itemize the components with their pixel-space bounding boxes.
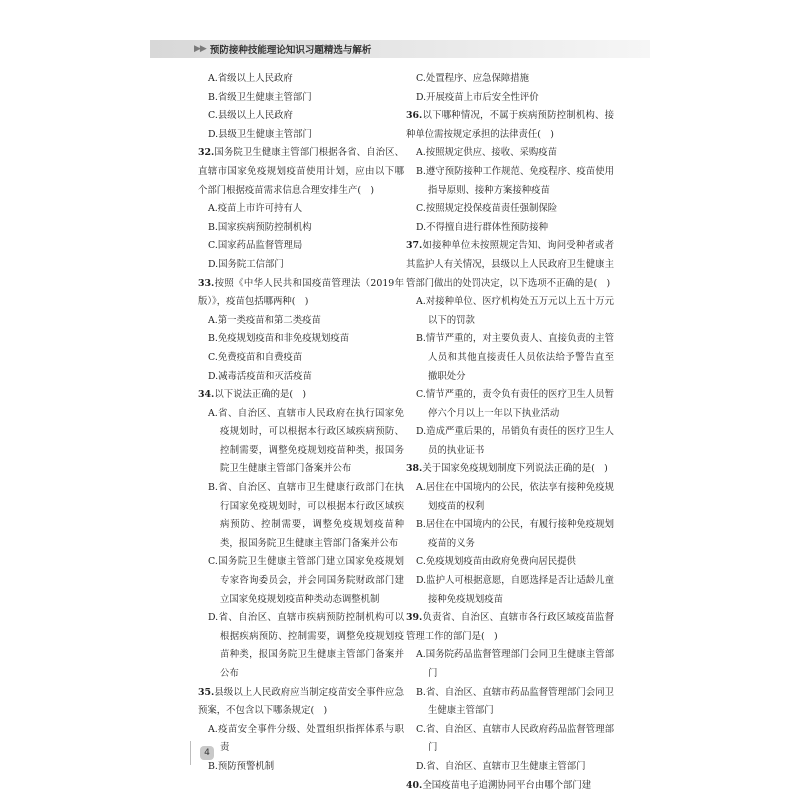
- answer-option: C.县级以上人民政府: [208, 110, 293, 122]
- question-text: 县级以上人民政府应当制定疫苗安全事件应急预案，不包含以下哪条规定( ): [198, 686, 404, 717]
- question-text: 国务院卫生健康主管部门根据各省、自治区、直辖市国家免疫规划疫苗使用计划，应由以下哪个部门根据疫苗需求信息合理安排生产( ): [198, 147, 404, 196]
- right-column: [406, 70, 614, 795]
- answer-option: D.减毒活疫苗和灭活疫苗: [208, 370, 312, 382]
- question-number: 34.: [198, 389, 215, 401]
- answer-option: B.预防预警机制: [208, 760, 275, 772]
- question-text: 全国疫苗电子追溯协同平台由哪个部门建: [422, 779, 592, 791]
- question-number: 37.: [406, 240, 423, 252]
- answer-option: B.国家疾病预防控制机构: [208, 221, 312, 233]
- answer-option: A.居住在中国境内的公民，依法享有接种免疫规划疫苗的权利: [416, 482, 614, 512]
- question: [406, 107, 614, 144]
- answer-option: D.县级卫生健康主管部门: [208, 128, 312, 140]
- answer-option: B.免疫规划疫苗和非免疫规划疫苗: [208, 333, 350, 345]
- answer-option: A.疫苗上市许可持有人: [208, 203, 303, 215]
- answer-option: C.国务院卫生健康主管部门建立国家免疫规划专家咨询委员会，并会同国务院财政部门建立国家免疫规划疫苗种类动态调整机制: [208, 556, 404, 605]
- question: [406, 609, 614, 646]
- question-number: 33.: [198, 277, 215, 289]
- question-number: 38.: [406, 463, 423, 475]
- answer-option: D.开展疫苗上市后安全性评价: [416, 91, 539, 103]
- answer-option: C.情节严重的，责令负有责任的医疗卫生人员暂停六个月以上一年以下执业活动: [416, 389, 614, 419]
- answer-option: D.造成严重后果的，吊销负有责任的医疗卫生人员的执业证书: [416, 426, 614, 456]
- question-text: 以下哪种情况，不属于疾病预防控制机构、接种单位需按规定承担的法律责任( ): [406, 110, 614, 140]
- answer-option: A.省、自治区、直辖市人民政府在执行国家免疫规划时，可以根据本行政区域疾病预防、控制需要，调整免疫规划疫苗种类，报国务院卫生健康主管部门备案并公布: [208, 407, 404, 475]
- answer-option: A.省级以上人民政府: [208, 73, 293, 84]
- answer-option: C.免疫规划疫苗由政府免费向居民提供: [416, 556, 576, 568]
- question: [198, 144, 404, 200]
- double-arrow-icon: ▶▶: [194, 44, 206, 54]
- question-text: 关于国家免疫规划制度下列说法正确的是( ): [422, 463, 608, 475]
- question-text: 以下说法正确的是( ): [214, 389, 307, 401]
- answer-option: C.国家药品监督管理局: [208, 240, 303, 252]
- question: [406, 777, 614, 796]
- answer-option: B.省、自治区、直辖市药品监督管理部门会同卫生健康主管部门: [416, 686, 614, 717]
- question: [198, 275, 404, 312]
- question-number: 35.: [198, 686, 215, 698]
- page-number: 4: [200, 746, 214, 760]
- answer-option: B.情节严重的，对主要负责人、直接负责的主管人员和其他直接责任人员依法给予警告直至撤职处分: [416, 333, 614, 382]
- running-header: [150, 40, 650, 58]
- question-number: 39.: [406, 612, 423, 624]
- answer-option: A.按照规定供应、接收、采购疫苗: [416, 147, 558, 159]
- answer-option: B.遵守预防接种工作规范、免疫程序、疫苗使用指导原则、接种方案接种疫苗: [416, 165, 614, 196]
- question-number: 32.: [198, 147, 215, 159]
- answer-option: B.省、自治区、直辖市卫生健康行政部门在执行国家免疫规划时，可以根据本行政区域疾病预防、控制需要，调整免疫规划疫苗种类，报国务院卫生健康主管部门备案并公布: [208, 482, 404, 549]
- question-text: 按照《中华人民共和国疫苗管理法（2019年版）》，疫苗包括哪两种( ): [198, 277, 404, 308]
- answer-option: C.省、自治区、直辖市人民政府药品监督管理部门: [416, 723, 614, 754]
- answer-option: D.国务院工信部门: [208, 258, 284, 270]
- answer-option: D.不得擅自进行群体性预防接种: [416, 221, 549, 233]
- answer-option: C.按照规定投保疫苗责任强制保险: [416, 203, 558, 215]
- question-text: 负责省、自治区、直辖市各行政区域疫苗监督管理工作的部门是( ): [406, 612, 614, 642]
- question: [406, 237, 614, 293]
- question-number: 36.: [406, 110, 423, 122]
- answer-option: A.国务院药品监督管理部门会同卫生健康主管部门: [416, 649, 614, 679]
- answer-option: D.监护人可根据意愿，自愿选择是否让适龄儿童接种免疫规划疫苗: [416, 575, 614, 605]
- answer-option: B.省级卫生健康主管部门: [208, 91, 312, 103]
- question-text: 如接种单位未按照规定告知、询问受种者或者其监护人有关情况，县级以上人民政府卫生健康主管部门做出的处罚决定，以下选项不正确的是( ): [406, 240, 614, 289]
- page-number-rule: [190, 741, 191, 765]
- answer-option: D.省、自治区、直辖市疾病预防控制机构可以根据疾病预防、控制需要，调整免疫规划疫苗种类，报国务院卫生健康主管部门备案并公布: [208, 612, 404, 679]
- question: [198, 386, 404, 405]
- book-title: 预防接种技能理论知识习题精选与解析: [209, 45, 372, 56]
- answer-option: C.免费疫苗和自费疫苗: [208, 351, 303, 363]
- answer-option: A.对接种单位、医疗机构处五万元以上五十万元以下的罚款: [416, 296, 614, 326]
- answer-option: A.疫苗安全事件分级、处置组织指挥体系与职责: [208, 723, 404, 754]
- question-number: 40.: [406, 779, 423, 791]
- answer-option: C.处置程序、应急保障措施: [416, 73, 529, 84]
- answer-option: B.居住在中国境内的公民，有履行接种免疫规划疫苗的义务: [416, 519, 614, 549]
- question: [198, 684, 404, 721]
- question: [406, 460, 614, 479]
- answer-option: D.省、自治区、直辖市卫生健康主管部门: [416, 760, 586, 772]
- left-column: [198, 70, 404, 777]
- answer-option: A.第一类疫苗和第二类疫苗: [208, 314, 321, 326]
